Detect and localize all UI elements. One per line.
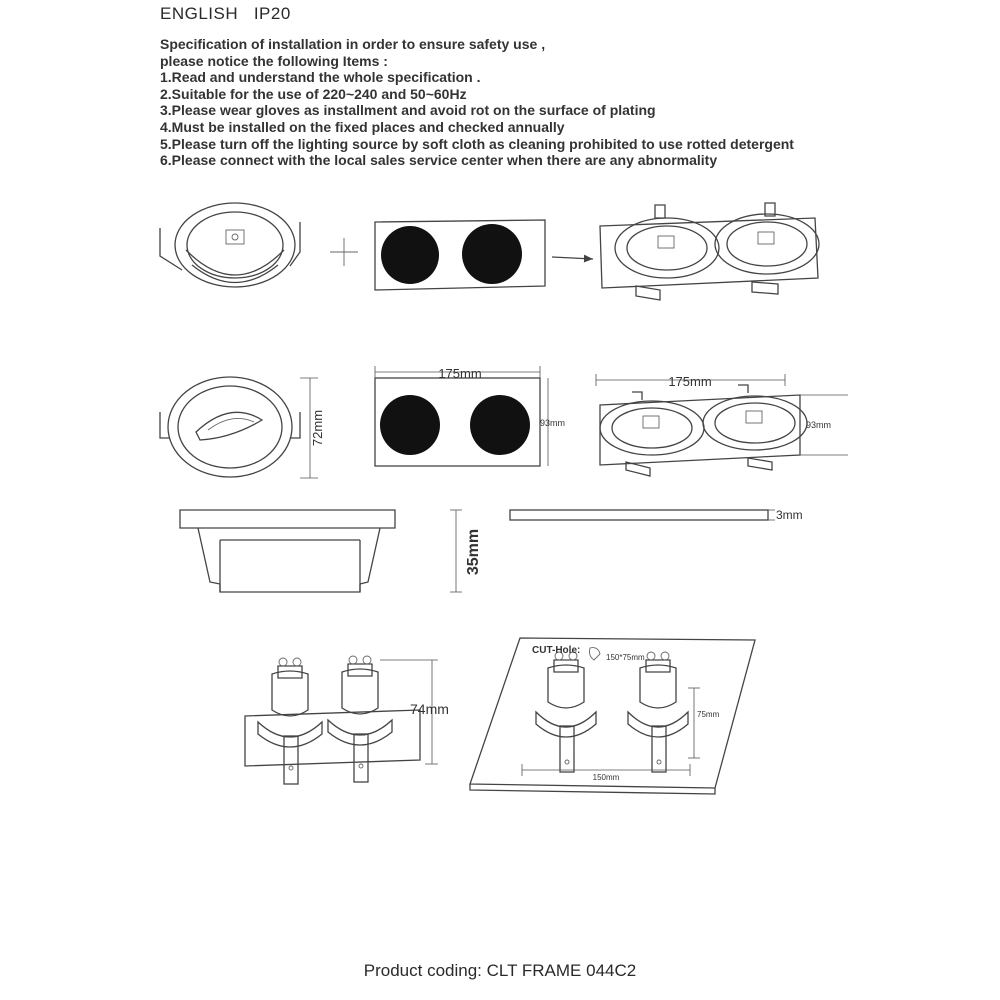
frame-height-label: 93mm: [806, 420, 832, 430]
lamp-height-label: 74mm: [410, 701, 449, 717]
safety-item: 3.Please wear gloves as installment and avoid rot on the surface of plating: [160, 102, 656, 119]
plate-thickness-label: 3mm: [776, 508, 803, 522]
cut-hole-size-label: 150*75mm: [606, 653, 645, 662]
language-label: ENGLISH: [160, 4, 239, 23]
plate-thickness-drawing: [510, 510, 775, 520]
assembled-frame-drawing: [600, 203, 819, 300]
cut-height-label: 75mm: [697, 710, 720, 719]
ring-top-view-drawing: [160, 377, 318, 478]
product-coding: Product coding: CLT FRAME 044C2: [363, 961, 637, 980]
safety-item: 1.Read and understand the whole specification .: [160, 69, 481, 85]
cut-width-label: 150mm: [592, 773, 620, 782]
safety-item: 6.Please connect with the local sales service center when there are any abnormality: [160, 152, 718, 169]
plate-height-label: 93mm: [540, 418, 566, 428]
single-ring-drawing: [160, 203, 300, 287]
ip-rating: IP20: [253, 4, 291, 23]
safety-item: 2.Suitable for the use of 220~240 and 50~60Hz: [160, 85, 467, 102]
plate-width-label: 175mm: [438, 366, 482, 381]
ring-diameter-label: 72mm: [310, 409, 325, 447]
safety-item: 5.Please turn off the lighting source by soft cloth as cleaning prohibited to use rotted detergent: [160, 135, 794, 152]
arrow-icon: [552, 257, 593, 259]
ring-depth-label: 35mm: [465, 528, 482, 576]
double-plate-drawing: [375, 220, 545, 290]
intro-line: Specification of installation in order to ensure safety use ,: [160, 36, 546, 52]
cut-hole-label: CUT-Hole:: [532, 645, 581, 656]
plate-top-view-drawing: [375, 366, 548, 466]
intro-line: please notice the following Items :: [160, 52, 388, 69]
frame-width-label: 175mm: [668, 374, 712, 389]
ring-side-view-drawing: [180, 510, 462, 592]
safety-item: 4.Must be installed on the fixed places and checked annually: [160, 119, 565, 136]
lamp-height-drawing: [245, 656, 438, 784]
plus-icon: [330, 238, 358, 266]
